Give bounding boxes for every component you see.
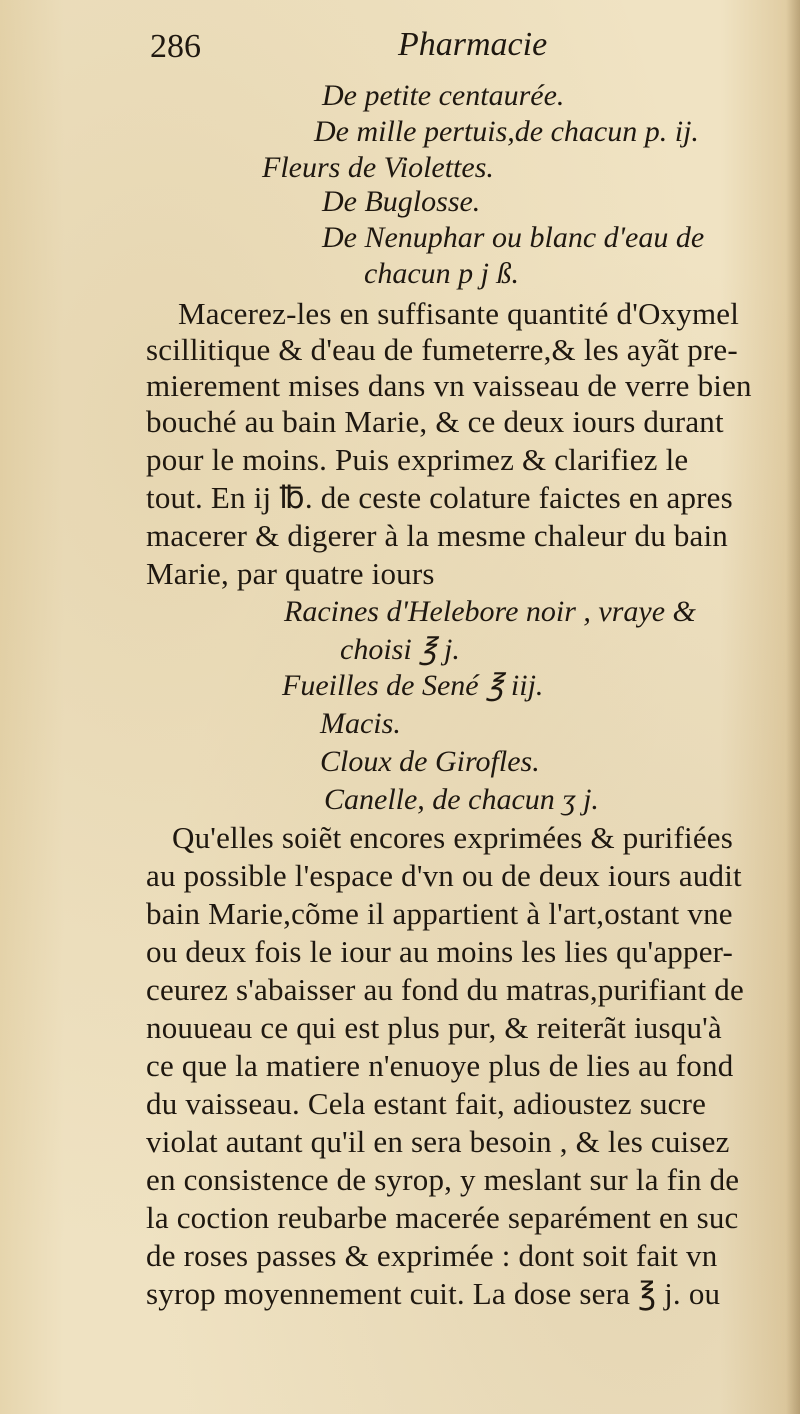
text-line: Racines d'Helebore noir , vraye & xyxy=(284,595,696,628)
text-line: en consistence de syrop, y meslant sur la fin de xyxy=(146,1162,740,1197)
text-line: Marie, par quatre iours xyxy=(146,556,435,591)
page-header xyxy=(150,22,710,72)
text-line: De petite centaurée. xyxy=(322,79,565,112)
text-line: ceurez s'abaisser au fond du matras,purifiant de xyxy=(146,972,744,1007)
page-edge-shadow xyxy=(786,0,800,1414)
text-line: pour le moins. Puis exprimez & clarifiez le xyxy=(146,442,689,477)
text-line: De Nenuphar ou blanc d'eau de xyxy=(322,221,705,254)
text-line: bain Marie,cõme il appartient à l'art,ostant vne xyxy=(146,896,733,931)
text-line: ce que la matiere n'enuoye plus de lies au fond xyxy=(146,1048,734,1083)
text-line: syrop moyennement cuit. La dose sera ℥ j. ou xyxy=(146,1276,721,1311)
running-title: Pharmacie xyxy=(398,26,548,63)
text-line: ou deux fois le iour au moins les lies qu'apper- xyxy=(146,934,734,969)
text-line: Canelle, de chacun ʒ j. xyxy=(324,783,599,816)
text-line: macerer & digerer à la mesme chaleur du bain xyxy=(146,518,729,553)
text-line: la coction reubarbe macerée separément en suc xyxy=(146,1200,739,1235)
text-line: tout. En ij ℔. de ceste colature faictes en apres xyxy=(146,480,733,515)
text-line: chacun p j ß. xyxy=(364,257,519,290)
text-line: mierement mises dans vn vaisseau de verre bien xyxy=(146,368,752,403)
text-line: choisi ℥ j. xyxy=(340,633,460,666)
text-line: Qu'elles soiẽt encores exprimées & purifiées xyxy=(172,820,734,855)
text-line: bouché au bain Marie, & ce deux iours durant xyxy=(146,404,724,439)
text-line: De Buglosse. xyxy=(322,185,481,218)
text-line: De mille pertuis,de chacun p. ij. xyxy=(314,115,699,148)
page-number: 286 xyxy=(150,28,201,65)
text-line: scillitique & d'eau de fumeterre,& les ayãt pre- xyxy=(146,332,738,367)
text-line: nouueau ce qui est plus pur, & reiterãt iusqu'à xyxy=(146,1010,722,1045)
text-line: au possible l'espace d'vn ou de deux iours audit xyxy=(146,858,742,893)
text-line: violat autant qu'il en sera besoin , & les cuisez xyxy=(146,1124,730,1159)
text-line: Macerez-les en suffisante quantité d'Oxymel xyxy=(178,296,740,331)
text-line: Fueilles de Sené ℥ iij. xyxy=(282,669,544,702)
text-line: Cloux de Girofles. xyxy=(320,745,540,778)
text-line: Fleurs de Violettes. xyxy=(262,151,494,184)
text-line: de roses passes & exprimée : dont soit fait vn xyxy=(146,1238,718,1273)
text-line: Macis. xyxy=(320,707,401,740)
text-line: du vaisseau. Cela estant fait, adioustez sucre xyxy=(146,1086,707,1121)
